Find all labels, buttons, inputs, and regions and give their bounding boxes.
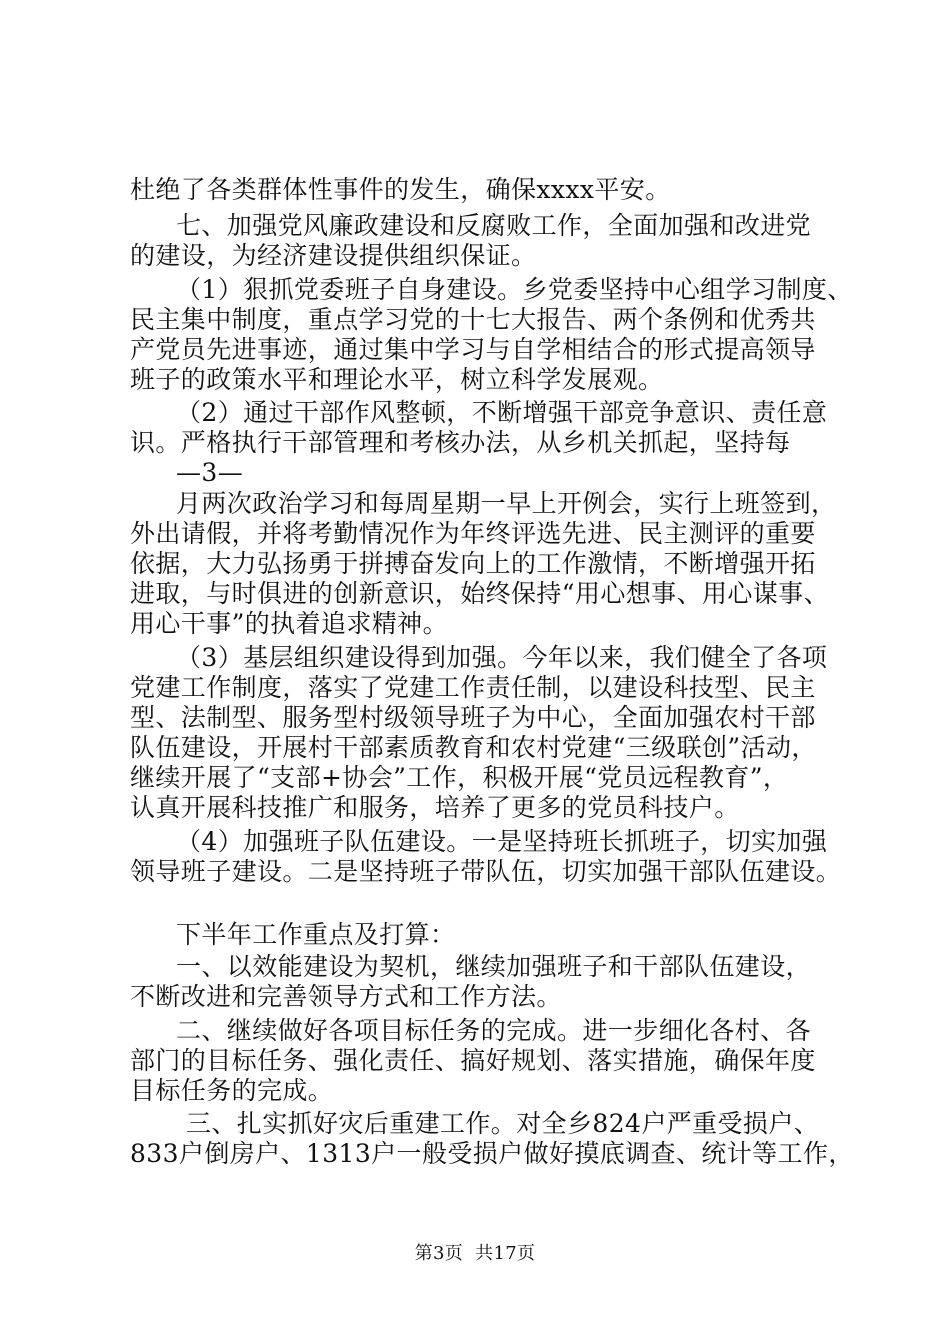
page-number: 第3页 (414, 1243, 464, 1264)
body-line: 依据，大力弘扬勇于拼搏奋发向上的工作激情，不断增强开拓 (130, 549, 816, 578)
body-line: 民主集中制度，重点学习党的十七大报告、两个条例和优秀共 (130, 305, 816, 334)
paragraph-start: （4）加强班子队伍建设。一是坚持班长抓班子，切实加强 (176, 827, 828, 856)
body-line: 外出请假，并将考勤情况作为年终评选先进、民主测评的重要 (130, 519, 816, 548)
body-line: 不断改进和完善领导方式和工作方法。 (130, 982, 562, 1011)
page-footer (0, 1243, 950, 1265)
body-line: 的建设，为经济建设提供组织保证。 (130, 241, 537, 270)
page-total: 共17页 (475, 1243, 536, 1264)
body-line: 月两次政治学习和每周星期一早上开例会，实行上班签到， (176, 489, 837, 518)
paragraph-start: 二、继续做好各项目标任务的完成。进一步细化各村、各 (176, 1016, 812, 1045)
paragraph-start: 三、扎实抓好灾后重建工作。对全乡824户严重受损户、 (186, 1109, 820, 1138)
body-line: 继续开展了“支部+协会”工作，积极开展“党员远程教育”， (130, 763, 789, 792)
paragraph-start: 一、以效能建设为契机，继续加强班子和干部队伍建设， (176, 952, 812, 981)
body-line: 进取，与时俱进的创新意识，始终保持“用心想事、用心谋事、 (130, 579, 829, 608)
body-line: 目标任务的完成。 (130, 1076, 334, 1105)
body-line: 班子的政策水平和理论水平，树立科学发展观。 (130, 365, 664, 394)
body-line: 产党员先进事迹，通过集中学习与自学相结合的形式提高领导 (130, 335, 816, 364)
inline-page-marker: —3— (176, 458, 244, 487)
paragraph-start: （1）狠抓党委班子自身建设。乡党委坚持中心组学习制度、 (176, 275, 853, 304)
body-line: 认真开展科技推广和服务，培养了更多的党员科技户。 (130, 793, 740, 822)
body-line: 识。严格执行干部管理和考核办法，从乡机关抓起，坚持每 (130, 428, 791, 457)
body-line: 党建工作制度，落实了党建工作责任制，以建设科技型、民主 (130, 673, 816, 702)
section-heading: 七、加强党风廉政建设和反腐败工作，全面加强和改进党 (176, 211, 812, 240)
body-line: 杜绝了各类群体性事件的发生，确保xxxx平安。 (130, 175, 671, 204)
body-line: 队伍建设，开展村干部素质教育和农村党建“三级联创”活动， (130, 733, 817, 762)
body-line: 领导班子建设。二是坚持班子带队伍，切实加强干部队伍建设。 (130, 857, 842, 886)
body-line: 833户倒房户、1313户一般受损户做好摸底调查、统计等工作， (130, 1139, 854, 1168)
paragraph-start: （2）通过干部作风整顿，不断增强干部竞争意识、责任意 (176, 398, 828, 427)
body-line: 用心干事”的执着追求精神。 (130, 609, 448, 638)
paragraph-start: （3）基层组织建设得到加强。今年以来，我们健全了各项 (176, 643, 828, 672)
section-title: 下半年工作重点及打算： (176, 920, 456, 949)
body-line: 部门的目标任务、强化责任、搞好规划、落实措施，确保年度 (130, 1046, 816, 1075)
body-line: 型、法制型、服务型村级领导班子为中心，全面加强农村干部 (130, 703, 816, 732)
